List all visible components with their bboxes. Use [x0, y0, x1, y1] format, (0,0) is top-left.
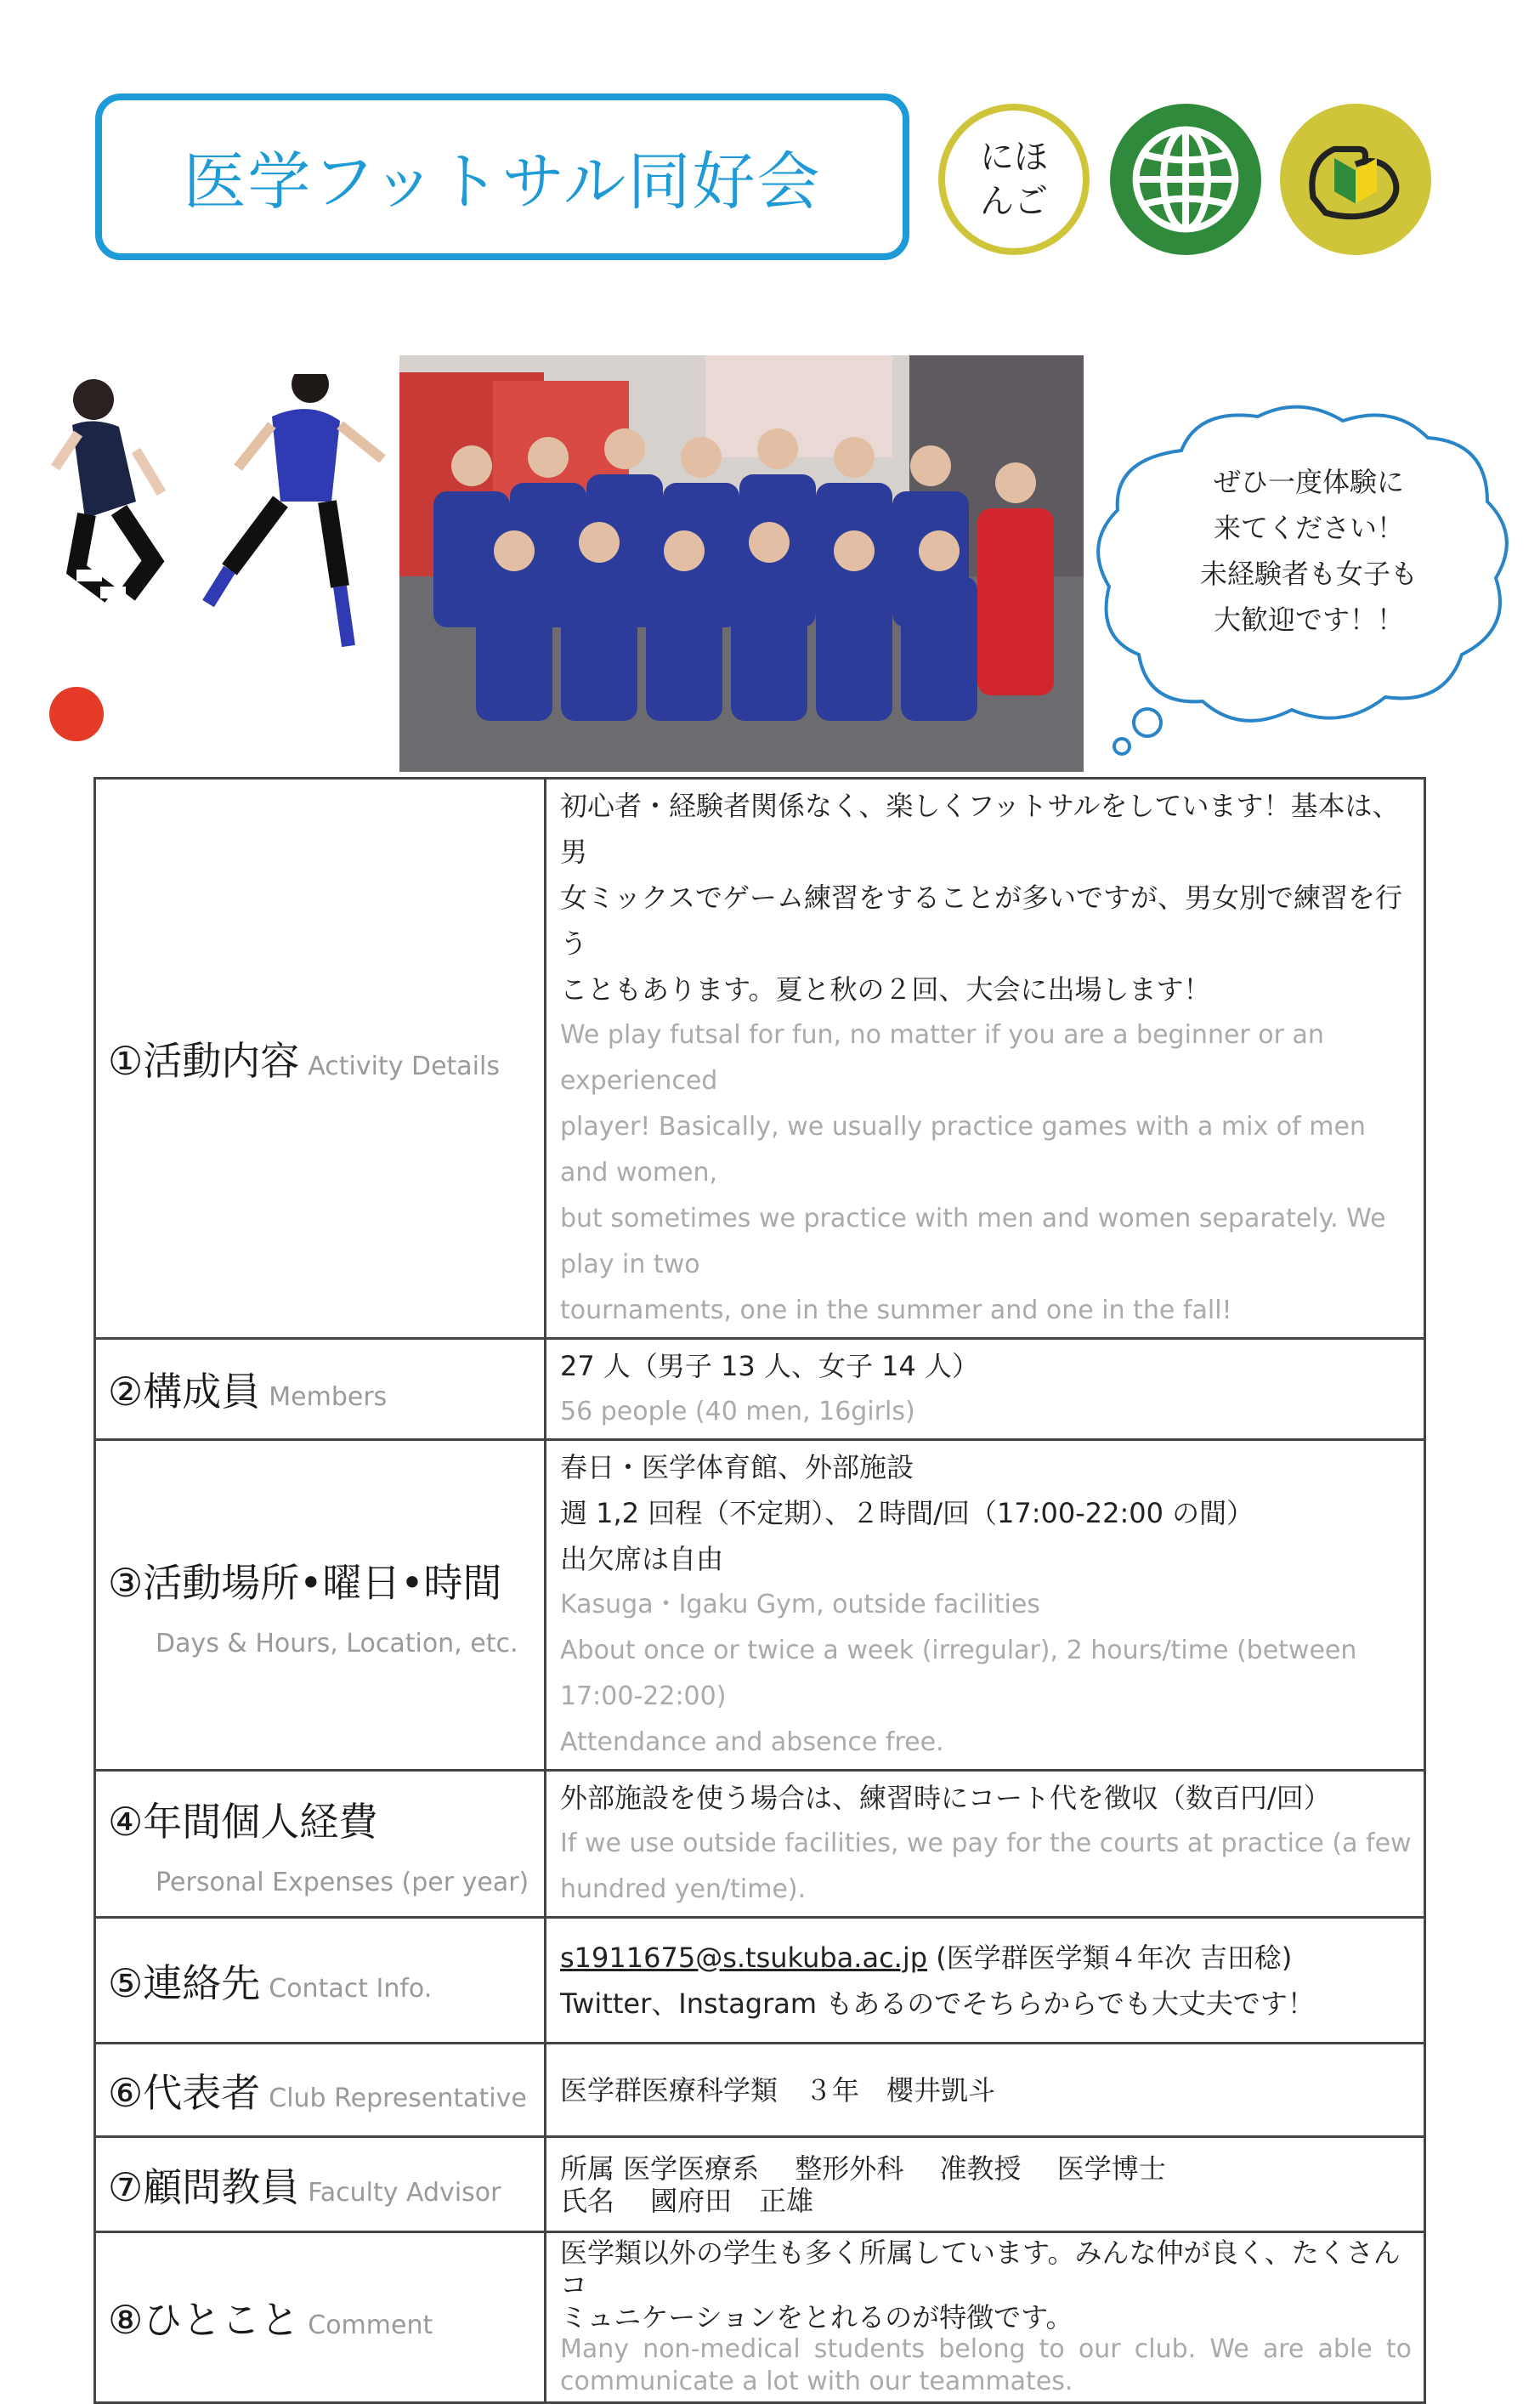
- jp-line: 女ミックスでゲーム練習をすることが多いですが、男女別で練習を行う: [560, 882, 1403, 960]
- badge-japanese-line2: んご: [980, 182, 1048, 221]
- jp-line: 27 人（男子 13 人、女子 14 人）: [560, 1350, 980, 1382]
- contact-line: [560, 1935, 1412, 1981]
- bubble-line: 大歓迎です！！: [1213, 604, 1404, 636]
- en-line: player! Basically, we usually practice games with a mix of men and women,: [560, 1112, 1366, 1188]
- en-line: Many non-medical students belong to our club. We are able to: [560, 2334, 1412, 2364]
- row-label: [95, 1771, 546, 1918]
- row-content: [546, 1918, 1425, 2044]
- row-content: [546, 1440, 1425, 1771]
- en-line: About once or twice a week (irregular), 2 hours/time (between 17:00-22:00): [560, 1636, 1357, 1711]
- label-jp: ③活動場所•曜日•時間: [108, 1559, 502, 1606]
- table-row-members: [95, 1339, 1425, 1440]
- jp-line: ミュニケーションをとれるのが特徴です。: [560, 2301, 1073, 2333]
- jp-line: 週 1,2 回程（不定期）、２時間/回（17:00-22:00 の間）: [560, 1497, 1254, 1529]
- en-line: Kasuga・Igaku Gym, outside facilities: [560, 1590, 1040, 1619]
- row-content: [546, 779, 1425, 1339]
- table-row-expenses: [95, 1771, 1425, 1918]
- jp-line: こともあります。夏と秋の２回、大会に出場します！: [560, 973, 1211, 1006]
- label-en: Comment: [308, 2310, 433, 2340]
- jp-line: 医学群医療科学類 ３年 櫻井凱斗: [560, 2073, 996, 2106]
- row-content: [546, 1339, 1425, 1440]
- label-jp: ②構成員: [108, 1369, 261, 1415]
- row-label: [95, 2044, 546, 2137]
- row-content: [546, 2137, 1425, 2232]
- bubble-message: [1147, 459, 1470, 643]
- en-line: Attendance and absence free.: [560, 1727, 944, 1757]
- club-title-box: [95, 94, 909, 260]
- label-jp: ①活動内容: [108, 1038, 300, 1084]
- beginner-arm-icon: [1280, 104, 1431, 255]
- jp-line: 所属 医学医療系 整形外科 准教授 医学博士: [560, 2152, 1166, 2185]
- en-line: hundred yen/time).: [560, 1874, 807, 1904]
- en-line: 56 people (40 men, 16girls): [560, 1397, 915, 1426]
- label-en: Faculty Advisor: [308, 2177, 501, 2208]
- label-jp: ⑤連絡先: [108, 1959, 261, 2006]
- label-en: Activity Details: [308, 1052, 500, 1081]
- table-row-comment: [95, 2232, 1425, 2403]
- table-row-location-time: [95, 1440, 1425, 1771]
- jp-line: 外部施設を使う場合は、練習時にコート代を徴収（数百円/回）: [560, 1782, 1331, 1814]
- club-title: 医学フットサル同好会: [183, 145, 822, 218]
- players-illustration: [25, 374, 399, 748]
- table-row-representative: [95, 2044, 1425, 2137]
- jp-line: 出欠席は自由: [560, 1543, 724, 1575]
- jp-line: Twitter、Instagram もあるのでそちらからでも大丈夫です！: [560, 1987, 1315, 2020]
- label-en: Contact Info.: [269, 1973, 433, 2004]
- bubble-line: 未経験者も女子も: [1199, 558, 1418, 590]
- club-info-table: [93, 777, 1426, 2404]
- row-label: [95, 1440, 546, 1771]
- row-label: [95, 779, 546, 1339]
- globe-icon: [1110, 104, 1261, 255]
- contact-email-note: (医学群医学類４年次 吉田稔): [927, 1941, 1293, 1974]
- en-line: communicate a lot with our teammates.: [560, 2367, 1073, 2396]
- row-content: [546, 1771, 1425, 1918]
- en-line: but sometimes we practice with men and women separately. We play in two: [560, 1204, 1386, 1279]
- en-line: If we use outside facilities, we pay for the courts at practice (a few: [560, 1829, 1412, 1858]
- label-jp: ④年間個人経費: [108, 1798, 378, 1845]
- jp-line: 氏名 國府田 正雄: [560, 2184, 814, 2217]
- group-photo: [399, 355, 1084, 772]
- jp-line: 春日・医学体育館、外部施設: [560, 1451, 914, 1483]
- bubble-line: 来てください！: [1213, 512, 1404, 544]
- table-row-advisor: [95, 2137, 1425, 2232]
- label-jp: ⑦顧問教員: [108, 2163, 300, 2210]
- row-label: [95, 1918, 546, 2044]
- badge-japanese-line1: にほ: [980, 138, 1048, 177]
- label-jp: ⑥代表者: [108, 2069, 261, 2116]
- row-content: [546, 2232, 1425, 2403]
- table-row-activity: [95, 779, 1425, 1339]
- row-label: [95, 1339, 546, 1440]
- label-en: Members: [269, 1382, 388, 1412]
- label-jp: ⑧ひとこと: [108, 2297, 300, 2343]
- japanese-badge-icon: [938, 104, 1090, 255]
- row-content: [546, 2044, 1425, 2137]
- contact-email-link[interactable]: s1911675@s.tsukuba.ac.jp: [560, 1941, 928, 1974]
- row-label: [95, 2232, 546, 2403]
- label-en: Days & Hours, Location, etc.: [156, 1628, 518, 1658]
- label-en: Club Representative: [269, 2083, 527, 2113]
- bubble-line: ぜひ一度体験に: [1213, 466, 1404, 498]
- en-line: We play futsal for fun, no matter if you are a beginner or an experienced: [560, 1020, 1324, 1096]
- jp-line: 初心者・経験者関係なく、楽しくフットサルをしています！基本は、男: [560, 790, 1400, 868]
- table-row-contact: [95, 1918, 1425, 2044]
- row-label: [95, 2137, 546, 2232]
- label-en: Personal Expenses (per year): [156, 1867, 529, 1897]
- jp-line: 医学類以外の学生も多く所属しています。みんな仲が良く、たくさんコ: [560, 2237, 1401, 2301]
- en-line: tournaments, one in the summer and one in the fall!: [560, 1296, 1232, 1325]
